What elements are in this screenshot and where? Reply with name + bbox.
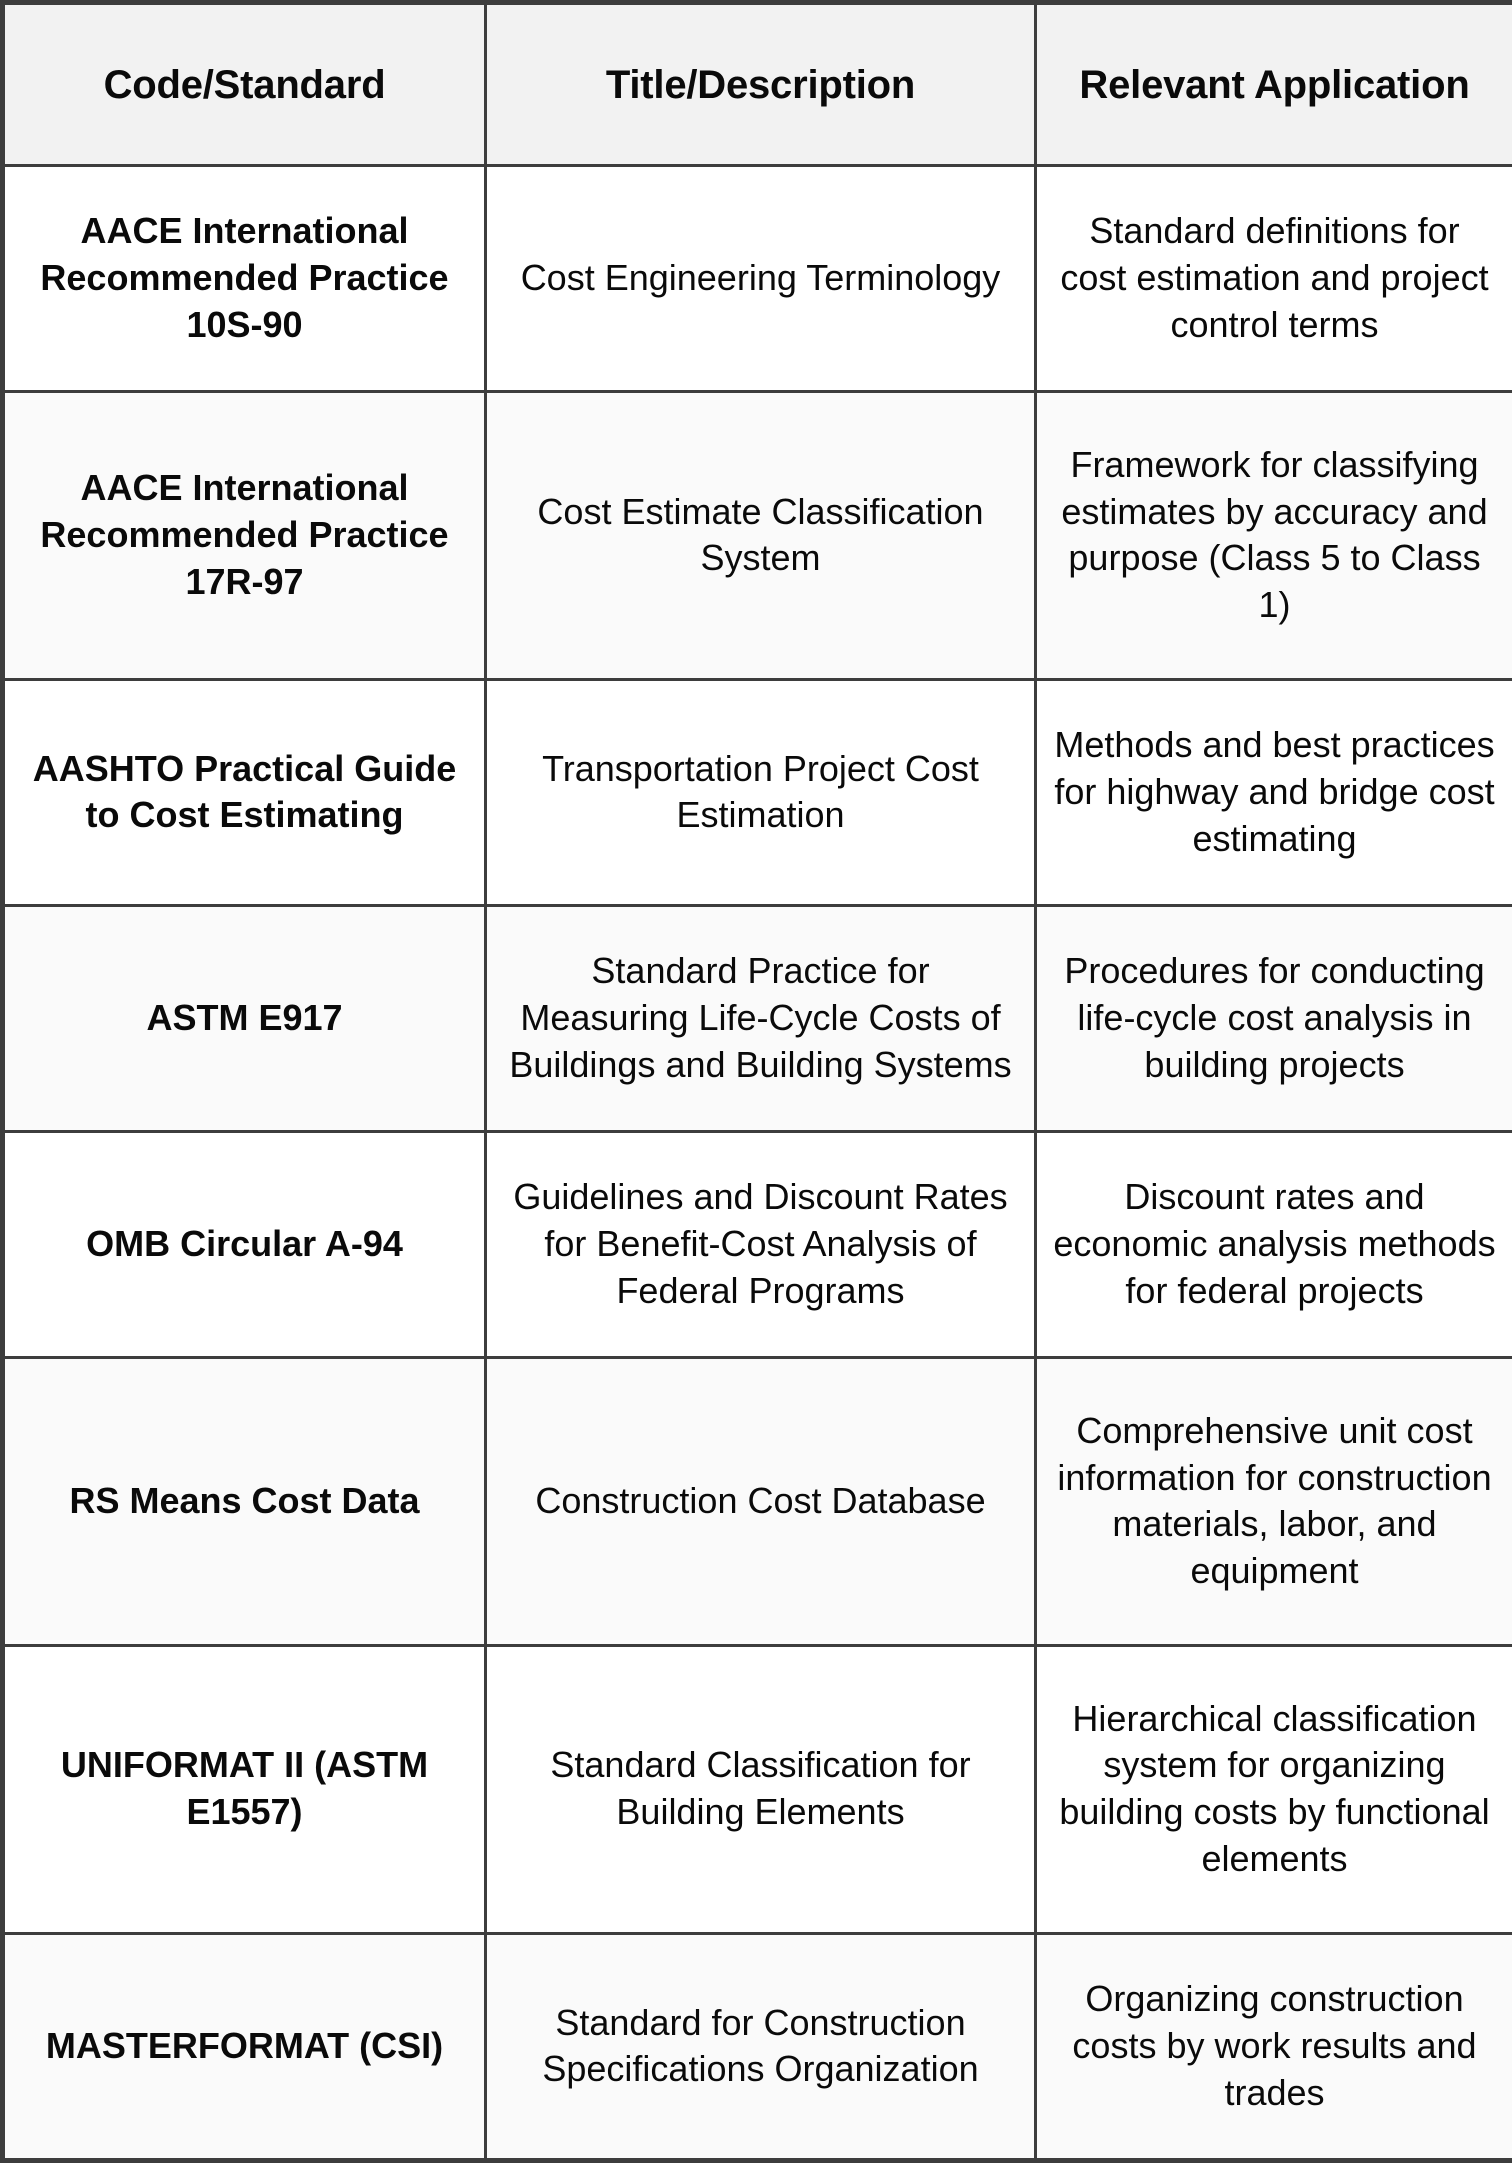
- cell-relevant-application: Methods and best practices for highway and bridge cost estimating: [1036, 679, 1512, 905]
- cell-code-standard: RS Means Cost Data: [3, 1358, 486, 1646]
- table-header: [3, 3, 1512, 166]
- cell-code-standard: MASTERFORMAT (CSI): [3, 1933, 486, 2160]
- column-header-code-standard: Code/Standard: [3, 3, 486, 166]
- cell-relevant-application: Procedures for conducting life-cycle cost analysis in building projects: [1036, 905, 1512, 1131]
- table-row: [3, 1645, 1512, 1933]
- cell-code-standard: UNIFORMAT II (ASTM E1557): [3, 1645, 486, 1933]
- table-row: [3, 166, 1512, 392]
- cell-relevant-application: Organizing construction costs by work results and trades: [1036, 1933, 1512, 2160]
- table-row: [3, 392, 1512, 680]
- cell-code-standard: AACE International Recommended Practice 17R-97: [3, 392, 486, 680]
- cell-relevant-application: Discount rates and economic analysis methods for federal projects: [1036, 1131, 1512, 1357]
- table-row: [3, 1358, 1512, 1646]
- cell-code-standard: OMB Circular A-94: [3, 1131, 486, 1357]
- table-row: [3, 1933, 1512, 2160]
- table-body: [3, 166, 1512, 2161]
- table-row: [3, 1131, 1512, 1357]
- cell-title-description: Standard for Construction Specifications Organization: [486, 1933, 1036, 2160]
- cell-code-standard: AASHTO Practical Guide to Cost Estimating: [3, 679, 486, 905]
- column-header-title-description: Title/Description: [486, 3, 1036, 166]
- cell-relevant-application: Framework for classifying estimates by accuracy and purpose (Class 5 to Class 1): [1036, 392, 1512, 680]
- cell-code-standard: AACE International Recommended Practice 10S-90: [3, 166, 486, 392]
- cell-title-description: Transportation Project Cost Estimation: [486, 679, 1036, 905]
- table-row: [3, 679, 1512, 905]
- cell-title-description: Construction Cost Database: [486, 1358, 1036, 1646]
- cell-title-description: Cost Estimate Classification System: [486, 392, 1036, 680]
- table-row: [3, 905, 1512, 1131]
- cell-relevant-application: Hierarchical classification system for organizing building costs by functional elements: [1036, 1645, 1512, 1933]
- cell-relevant-application: Comprehensive unit cost information for construction materials, labor, and equipment: [1036, 1358, 1512, 1646]
- table-header-row: [3, 3, 1512, 166]
- cell-relevant-application: Standard definitions for cost estimation and project control terms: [1036, 166, 1512, 392]
- cell-title-description: Guidelines and Discount Rates for Benefit-Cost Analysis of Federal Programs: [486, 1131, 1036, 1357]
- cell-title-description: Standard Classification for Building Elements: [486, 1645, 1036, 1933]
- column-header-relevant-application: Relevant Application: [1036, 3, 1512, 166]
- cell-title-description: Standard Practice for Measuring Life-Cycle Costs of Buildings and Building Systems: [486, 905, 1036, 1131]
- cell-title-description: Cost Engineering Terminology: [486, 166, 1036, 392]
- cell-code-standard: ASTM E917: [3, 905, 486, 1131]
